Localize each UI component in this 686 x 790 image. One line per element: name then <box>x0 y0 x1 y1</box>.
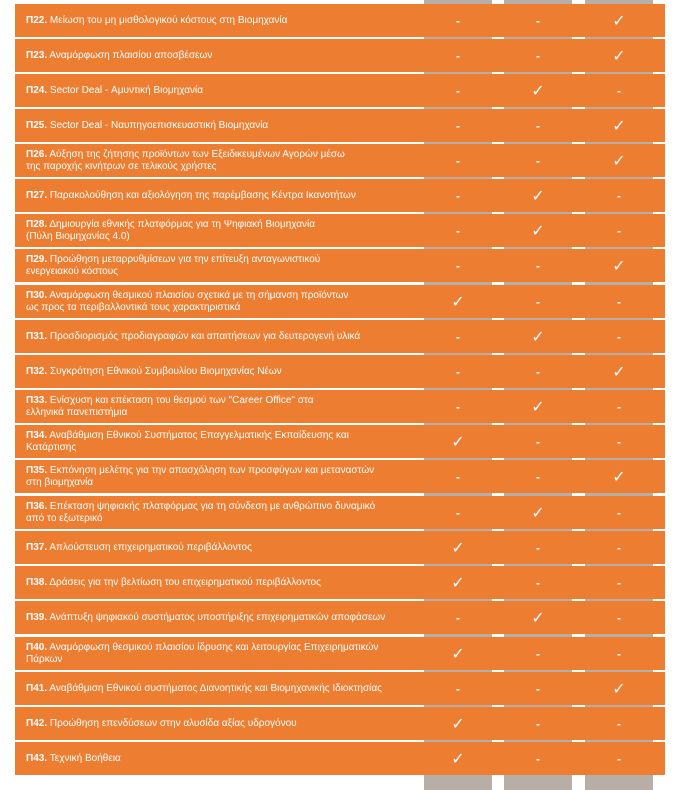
row-text-line-2: στη βιομηχανία <box>26 476 94 488</box>
cell-col-1: ✓ <box>451 715 465 733</box>
cell-col-1: - <box>456 223 460 238</box>
table-row <box>15 74 665 107</box>
cell-col-1: - <box>456 258 460 273</box>
row-text-line-2: της παροχής κινήτρων σε τελικούς χρήστες <box>26 160 217 172</box>
cell-col-1: - <box>456 399 460 414</box>
cell-col-3: - <box>617 505 621 520</box>
row-text: Sector Deal - Ναυπηγοεπισκευαστική Βιομηχανία <box>49 119 269 131</box>
table-row <box>15 460 665 493</box>
row-text: Απλούστευση επιχειρηματικού περιβάλλοντος <box>49 541 252 553</box>
cell-col-3: ✓ <box>612 117 626 135</box>
row-text: Δημιουργία εθνικής πλατφόρμας για τη Ψηφιακή Βιομηχανία <box>49 218 316 230</box>
row-code: Π28. <box>26 218 48 230</box>
row-code: Π24. <box>26 84 48 96</box>
table-row <box>15 496 665 529</box>
cell-col-1: - <box>456 48 460 63</box>
cell-col-3: ✓ <box>612 680 626 698</box>
table-row <box>15 425 665 458</box>
cell-col-1: ✓ <box>451 539 465 557</box>
table-row <box>15 4 665 37</box>
row-text: Συγκρότηση Εθνικού Συμβουλίου Βιομηχανίας Νέων <box>49 365 282 377</box>
cell-col-2: - <box>536 48 540 63</box>
row-code: Π32. <box>26 365 48 377</box>
row-text: Ενίσχυση και επέκταση του θεσμού των "Career Office" στα <box>49 394 314 406</box>
row-label <box>26 144 426 177</box>
cell-col-1: - <box>456 13 460 28</box>
row-text: Αναμόρφωση πλαισίου αποσβέσεων <box>49 49 213 61</box>
row-label <box>26 320 426 353</box>
cell-col-2: - <box>536 153 540 168</box>
cell-col-3: ✓ <box>612 12 626 30</box>
row-text-line-2: Πάρκων <box>26 653 63 665</box>
cell-col-3: ✓ <box>612 152 626 170</box>
row-label <box>26 707 426 740</box>
cell-col-2: - <box>536 364 540 379</box>
row-code: Π30. <box>26 289 48 301</box>
row-code: Π40. <box>26 641 48 653</box>
cell-col-3: ✓ <box>612 468 626 486</box>
row-text: Δράσεις για την βελτίωση του επιχειρηματικού περιβάλλοντος <box>49 576 321 588</box>
row-code: Π35. <box>26 464 48 476</box>
table-row <box>15 601 665 634</box>
row-label <box>26 425 426 458</box>
row-code: Π38. <box>26 576 48 588</box>
row-code: Π29. <box>26 253 48 265</box>
cell-col-1: - <box>456 610 460 625</box>
cell-col-3: - <box>617 399 621 414</box>
row-text-line-2: ελληνικά πανεπιστήμια <box>26 406 128 418</box>
row-label <box>26 179 426 212</box>
cell-col-3: - <box>617 751 621 766</box>
row-code: Π27. <box>26 189 48 201</box>
table-row <box>15 390 665 423</box>
row-code: Π37. <box>26 541 48 553</box>
cell-col-2: - <box>536 540 540 555</box>
cell-col-3: ✓ <box>612 363 626 381</box>
cell-col-1: - <box>456 364 460 379</box>
cell-col-2: - <box>536 751 540 766</box>
cell-col-2: - <box>536 469 540 484</box>
table-row <box>15 39 665 72</box>
cell-col-2: ✓ <box>531 82 545 100</box>
row-text-line-2: ενεργειακού κόστους <box>26 265 119 277</box>
row-text: Αναβάθμιση Εθνικού Συστήματος Επαγγελματικής Εκπαίδευσης και <box>49 429 349 441</box>
cell-col-3: - <box>617 610 621 625</box>
row-text: Εκπόνηση μελέτης για την απασχόληση των προσφύγων και μεταναστών <box>49 464 375 476</box>
cell-col-1: - <box>456 118 460 133</box>
cell-col-2: ✓ <box>531 328 545 346</box>
row-text: Ανάπτυξη ψηφιακού συστήματος υποστήριξης επιχειρηματικών αποφάσεων <box>49 611 386 623</box>
row-code: Π41. <box>26 682 48 694</box>
row-text: Sector Deal - Αμυντική Βιομηχανία <box>49 84 203 96</box>
row-code: Π43. <box>26 752 48 764</box>
row-code: Π22. <box>26 14 48 26</box>
table-row <box>15 249 665 282</box>
cell-col-2: - <box>536 118 540 133</box>
row-label <box>26 496 426 529</box>
cell-col-2: ✓ <box>531 187 545 205</box>
cell-col-1: ✓ <box>451 645 465 663</box>
row-text: Παρακολούθηση και αξιολόγηση της παρέμβασης Κέντρα Ικανοτήτων <box>49 189 356 201</box>
row-label <box>26 531 426 564</box>
row-label <box>26 214 426 247</box>
cell-col-1: - <box>456 681 460 696</box>
row-code: Π33. <box>26 394 48 406</box>
table-row <box>15 109 665 142</box>
row-code: Π23. <box>26 49 48 61</box>
row-label <box>26 4 426 37</box>
cell-col-1: - <box>456 153 460 168</box>
row-text: Επέκταση ψηφιακής πλατφόρμας για τη σύνδεση με ανθρώπινο δυναμικό <box>49 500 376 512</box>
table-row <box>15 320 665 353</box>
cell-col-2: - <box>536 434 540 449</box>
row-label <box>26 637 426 670</box>
table-row <box>15 707 665 740</box>
row-text: Αύξηση της ζήτησης προϊόντων των Εξειδικευμένων Αγορών μέσω <box>49 148 345 160</box>
row-text: Αναβάθμιση Εθνικού συστήματος Διανοητικής και Βιομηχανικής Ιδιοκτησίας <box>49 682 382 694</box>
row-text: Μείωση του μη μισθολογικού κόστους στη Βιομηχανία <box>49 14 288 26</box>
cell-col-3: - <box>617 329 621 344</box>
cell-col-2: ✓ <box>531 222 545 240</box>
row-code: Π34. <box>26 429 48 441</box>
cell-col-1: - <box>456 188 460 203</box>
row-text: Προώθηση μεταρρυθμίσεων για την επίτευξη ανταγωνιστικού <box>49 253 321 265</box>
cell-col-1: - <box>456 83 460 98</box>
cell-col-3: - <box>617 646 621 661</box>
cell-col-3: - <box>617 434 621 449</box>
row-code: Π31. <box>26 330 48 342</box>
cell-col-2: ✓ <box>531 398 545 416</box>
row-label <box>26 39 426 72</box>
row-label <box>26 390 426 423</box>
table-row <box>15 355 665 388</box>
row-label <box>26 355 426 388</box>
row-label <box>26 249 426 282</box>
cell-col-3: - <box>617 188 621 203</box>
table-row <box>15 742 665 775</box>
table-row <box>15 531 665 564</box>
row-label <box>26 285 426 318</box>
row-code: Π42. <box>26 717 48 729</box>
cell-col-3: - <box>617 540 621 555</box>
cell-col-1: - <box>456 329 460 344</box>
cell-col-2: - <box>536 294 540 309</box>
cell-col-3: ✓ <box>612 47 626 65</box>
cell-col-2: - <box>536 258 540 273</box>
cell-col-1: ✓ <box>451 293 465 311</box>
row-text-line-2: από το εξωτερικό <box>26 512 103 524</box>
row-text-line-2: (Πύλη Βιομηχανίας 4.0) <box>26 230 130 242</box>
cell-col-3: - <box>617 575 621 590</box>
cell-col-2: - <box>536 716 540 731</box>
cell-col-1: ✓ <box>451 750 465 768</box>
row-text: Αναμόρφωση θεσμικού πλαισίου σχετικά με τη σήμανση προϊόντων <box>49 289 349 301</box>
row-label <box>26 601 426 634</box>
row-code: Π39. <box>26 611 48 623</box>
cell-col-2: ✓ <box>531 504 545 522</box>
cell-col-2: - <box>536 13 540 28</box>
row-label <box>26 74 426 107</box>
cell-col-1: - <box>456 505 460 520</box>
table-row <box>15 144 665 177</box>
row-label <box>26 460 426 493</box>
row-label <box>26 742 426 775</box>
table-row <box>15 637 665 670</box>
table-row <box>15 214 665 247</box>
row-text-line-2: Κατάρτισης <box>26 441 77 453</box>
cell-col-1: - <box>456 469 460 484</box>
row-code: Π36. <box>26 500 48 512</box>
row-text-line-2: ως προς τα περιβαλλοντικά τους χαρακτηριστικά <box>26 301 241 313</box>
row-code: Π26. <box>26 148 48 160</box>
cell-col-3: - <box>617 294 621 309</box>
row-label <box>26 109 426 142</box>
cell-col-3: - <box>617 716 621 731</box>
row-label <box>26 566 426 599</box>
table-row <box>15 179 665 212</box>
table-row <box>15 672 665 705</box>
row-text: Προσδιορισμός προδιαγραφών και απαιτήσεων για δευτερογενή υλικά <box>49 330 361 342</box>
cell-col-2: - <box>536 681 540 696</box>
row-text: Αναμόρφωση θεσμικού πλαισίου ίδρυσης και λειτουργίας Επιχειρηματικών <box>49 641 379 653</box>
cell-col-3: - <box>617 83 621 98</box>
cell-col-3: ✓ <box>612 257 626 275</box>
cell-col-1: ✓ <box>451 574 465 592</box>
cell-col-3: - <box>617 223 621 238</box>
table-row <box>15 285 665 318</box>
cell-col-2: ✓ <box>531 609 545 627</box>
row-label <box>26 672 426 705</box>
cell-col-1: ✓ <box>451 433 465 451</box>
table-row <box>15 566 665 599</box>
cell-col-2: - <box>536 575 540 590</box>
row-text: Τεχνική Βοήθεια <box>49 752 121 764</box>
row-text: Προώθηση επενδύσεων στην αλυσίδα αξίας υδρογόνου <box>49 717 297 729</box>
row-code: Π25. <box>26 119 48 131</box>
cell-col-2: - <box>536 646 540 661</box>
